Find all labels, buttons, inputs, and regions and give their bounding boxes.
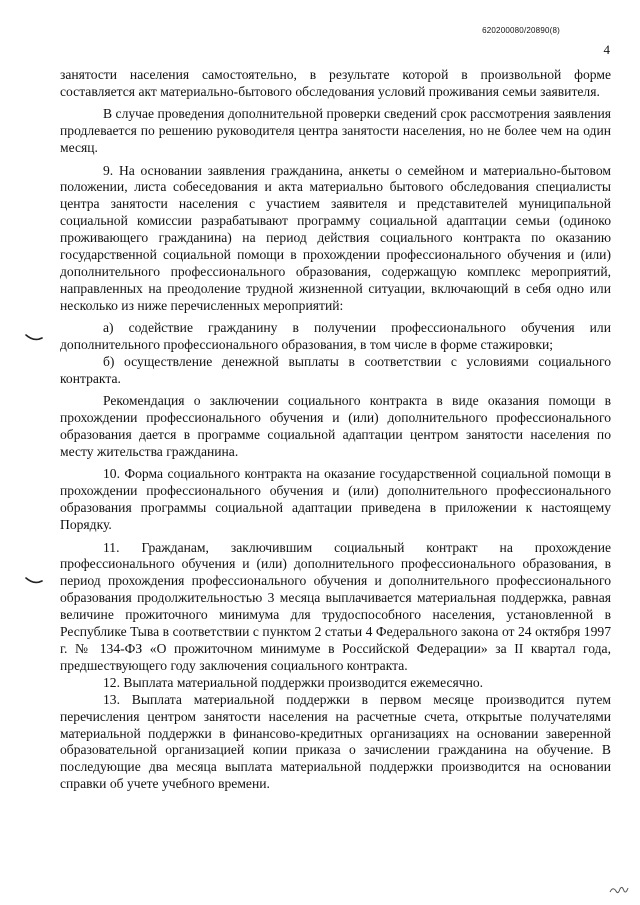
scan-mark-icon — [608, 883, 630, 897]
margin-mark-icon — [25, 333, 43, 343]
paragraph: б) осуществление денежной выплаты в соответствии с условиями социального контракта. — [60, 354, 611, 386]
paragraph: 13. Выплата материальной поддержки в первом месяце производится путем перечисления центром занятости населения на расчетные счета, открытые получателями материальной поддержки в финансово-кредитных организациях на основании заверенной образовательной организацией копии приказа о зачислении гражданина на обучение. В последующие два месяца выплата материальной поддержки производится на основании справки об учете учебного времени. — [60, 691, 611, 792]
paragraph: 11. Гражданам, заключившим социальный контракт на прохождение профессионального обучения и (или) дополнительного профессионального образования, в период прохождения профессионального обучения и дополнительного профессионального образования продолжительностью 3 месяца выплачивается материальная поддержка, равная величине прожиточного минимума для трудоспособного населения, установленной в Республике Тыва в соответствии с пунктом 2 статьи 4 Федерального закона от 24 октября 1997 г. № 134-ФЗ «О прожиточном минимуме в Российской Федерации» за II квартал года, предшествующего году заключения социального контракта. — [60, 539, 611, 673]
paragraph: а) содействие гражданину в получении профессионального обучения или дополнительного профессионального образования, в том числе в форме стажировки; — [60, 320, 611, 353]
paragraph: В случае проведения дополнительной проверки сведений срок рассмотрения заявления продлевается по решению руководителя центра занятости населения, но не более чем на один месяц. — [60, 106, 611, 156]
paragraph: 9. На основании заявления гражданина, анкеты о семейном и материально-бытовом положении, листа собеседования и акта материально бытового обследования специалисты центра занятости населения с участием заявителя и представителей муниципальной социальной комиссии разрабатывают программу социальной адаптации семьи (одиноко проживающего гражданина) на период действия социального контракта по оказанию государственной социальной помощи в прохождении профессионального обучения и (или) дополнительного профессионального образования, содержащую комплекс мероприятий, направленных на преодоление трудной жизненной ситуации, включающий в себя одно или несколько из ниже перечисленных мероприятий: — [60, 162, 611, 313]
page-number: 4 — [603, 42, 610, 57]
paragraph: 12. Выплата материальной поддержки производится ежемесячно. — [103, 674, 484, 690]
document-body — [60, 67, 611, 799]
paragraph: 10. Форма социального контракта на оказание государственной социальной помощи в прохождении профессионального обучения и (или) дополнительного профессионального образования программы социальной адаптации приведена в приложении к настоящему Порядку. — [60, 466, 611, 533]
paragraph: занятости населения самостоятельно, в результате которой в произвольной форме составляется акт материально-бытового обследования условий проживания семьи заявителя. — [60, 67, 611, 99]
margin-mark-icon — [25, 576, 43, 586]
paragraph: Рекомендация о заключении социального контракта в виде оказания помощи в прохождении профессионального обучения и (или) дополнительного профессионального образования дается в программе социальной адаптации центром занятости населения по месту жительства гражданина. — [60, 393, 611, 460]
document-number: 620200080/20890(8) — [482, 26, 560, 35]
